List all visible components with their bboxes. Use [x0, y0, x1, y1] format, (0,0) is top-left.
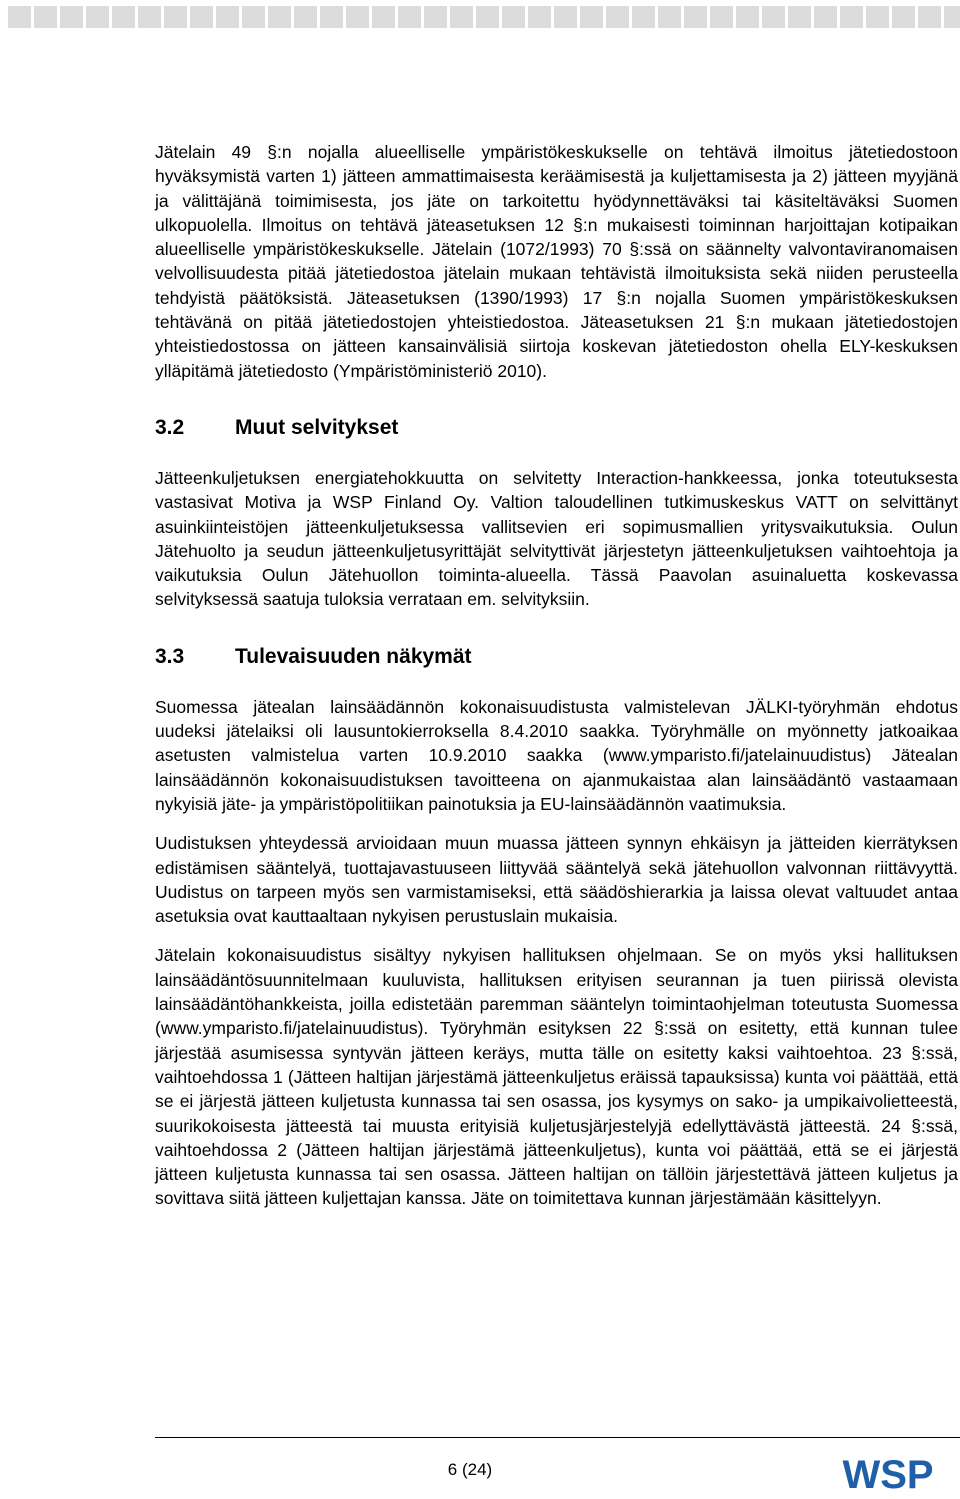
header-square: [164, 6, 187, 28]
header-square: [190, 6, 213, 28]
header-square: [450, 6, 473, 28]
section-heading-3-2: [155, 416, 958, 440]
section-title: Tulevaisuuden näkymät: [235, 644, 472, 668]
page-number: 6 (24): [447, 1460, 493, 1479]
header-square: [580, 6, 603, 28]
section-number: 3.2: [155, 415, 185, 439]
header-square: [736, 6, 759, 28]
header-square: [112, 6, 135, 28]
header-square: [138, 6, 161, 28]
header-decoration: [8, 6, 960, 28]
section-number: 3.3: [155, 644, 185, 668]
header-square: [86, 6, 109, 28]
header-square: [34, 6, 57, 28]
header-square: [554, 6, 577, 28]
header-square: [398, 6, 421, 28]
section-3-3-paragraph: Suomessa jätealan lainsäädännön kokonaisuudistusta valmistelevan JÄLKI-työryhmän ehdotus uudeksi jätelaiksi oli lausuntokierroksella 8.4.2010 saakka. Työryhmälle on myönnetty jatkoaikaa asetusten valmistelua varten 10.9.2010 saakka (www.ymparisto.fi/jatelainuudistus) Jätealan lainsäädännön kokonaisuudistuksen tavoitteena on ajanmukaistaa alan lainsäädäntö vastaamaan nykyisiä jäte- ja ympäristöpolitiikan painotuksia ja EU-lainsäädännön vaatimuksia.: [155, 696, 958, 814]
section-3-2-paragraph: Jätteenkuljetuksen energiatehokkuutta on selvitetty Interaction-hankkeessa, jonka toteutuksesta vastasivat Motiva ja WSP Finland Oy. Valtion taloudellinen tutkimuskeskus VATT on selvittänyt asuinkiinteistöjen jätteenkuljetuksessa vallitsevien eri sopimusmallien yritysvaikutuksia. Oulun Jätehuolto ja seudun jätteenkuljetusyrittäjät selvityttivät järjestetyn jätteenkuljetuksen vaihtoehtoja ja vaikutuksia Oulun Jätehuollon toiminta-alueella. Tässä Paavolan asuinaluetta koskevassa selvityksessä saatuja tuloksia verrataan em. selvityksiin.: [155, 467, 958, 610]
section-3-3-paragraph: Uudistuksen yhteydessä arvioidaan muun muassa jätteen synnyn ehkäisyn ja jätteiden kierrätyksen edistämisen sääntelyä, tuottajavastuuseen liittyvää sääntelyä sekä jätehuollon valvonnan riittävyyttä. Uudistus on tarpeen myös sen varmistamiseksi, että säädöshierarkia ja laissa olevat valtuudet antaa asetuksia ovat kauttaaltaan nykyisen perustuslain mukaisia.: [155, 833, 958, 927]
header-square: [8, 6, 31, 28]
header-square: [424, 6, 447, 28]
footer-divider: [155, 1437, 960, 1438]
header-square: [502, 6, 525, 28]
header-square: [710, 6, 733, 28]
section-3-3-paragraph: Jätelain kokonaisuudistus sisältyy nykyisen hallituksen ohjelmaan. Se on myös yksi hallituksen lainsäädäntösuunnitelmaan kuuluvista, hallituksen erityisen seurannan ja tuen piirissä olevista lainsäädäntöhankkeista, joilla edistetään paremman sääntelyn toimintaohjelman toteutusta Suomessa (www.ymparisto.fi/jatelainuudistus). Työryhmän esityksen 22 §:ssä on esitetty, että kunnan tulee järjestää asumisessa syntyvän jätteen keräys, mutta tälle on esitetty kaksi vaihtoehtoa. 23 §:ssä, vaihtoehdossa 1 (Jätteen haltijan järjestämä jätteenkuljetus eräissä tapauksissa) kunta voi päättää, että se ei järjestä jätteen kuljetusta kunnassa tai sen osassa, jos kysymys on sako- ja umpikaivolietteestä, suurikokoisesta jätteestä tai muusta erityisiä kuljetusjärjestelyjä edellyttävästä jätteestä. 24 §:ssä, vaihtoehdossa 2 (Jätteen haltijan järjestämä jätteenkuljetus), kunta voi päättää, että se ei järjestä jätteen kuljetusta kunnassa tai sen osassa. Jätteen haltijan on tällöin järjestettävä jätteen kuljetus ja sovittava siitä jätteen kuljettajan kanssa. Jäte on toimitettava kunnan järjestämään käsittelyyn.: [155, 945, 958, 1209]
header-square: [944, 6, 960, 28]
header-square: [346, 6, 369, 28]
header-square: [528, 6, 551, 28]
header-square: [788, 6, 811, 28]
header-square: [762, 6, 785, 28]
header-square: [632, 6, 655, 28]
header-square: [684, 6, 707, 28]
section-title: Muut selvitykset: [235, 415, 399, 439]
header-square: [216, 6, 239, 28]
header-square: [320, 6, 343, 28]
header-square: [294, 6, 317, 28]
header-square: [866, 6, 889, 28]
logo-wordmark: WSP: [842, 1453, 934, 1496]
header-square: [606, 6, 629, 28]
header-square: [60, 6, 83, 28]
header-square: [476, 6, 499, 28]
wsp-logo: [818, 1448, 958, 1496]
header-square: [840, 6, 863, 28]
intro-paragraph: Jätelain 49 §:n nojalla alueelliselle ympäristökeskukselle on tehtävä ilmoitus jätetiedostoon hyväksymistä varten 1) jätteen ammattimaisesta keräämisestä ja kuljettamisesta ja 2) jätteen myyjänä ja välittäjänä toimimisesta, jos jäte on tarkoitettu hyödynnettäväksi tai käsiteltäväksi Suomen ulkopuolella. Ilmoitus on tehtävä jäteasetuksen 12 §:n mukaisesti toiminnan harjoittajan kotipaikan alueelliselle ympäristökeskukselle. Jätelain (1072/1993) 70 §:ssä on säännelty valvontaviranomaisen velvollisuudesta pitää jätetiedostoa jätelain mukaan tehtävistä ilmoituksista sekä niiden perusteella tehdyistä päätöksistä. Jäteasetuksen (1390/1993) 17 §:n nojalla Suomen ympäristökeskuksen tehtävänä on pitää jätetiedostojen yhteistiedostoa. Jäteasetuksen 21 §:n mukaan jätetiedostojen yhteistiedostossa on jätteen kansainvälisiä siirtoja koskevan jätetiedoston ohella ELY-keskuksen ylläpitämä jätetiedosto (Ympäristöministeriö 2010).: [155, 142, 958, 381]
section-heading-3-3: [155, 645, 958, 669]
header-square: [372, 6, 395, 28]
header-square: [892, 6, 915, 28]
header-square: [268, 6, 291, 28]
document-body: [155, 140, 958, 1211]
header-square: [242, 6, 265, 28]
header-square: [658, 6, 681, 28]
header-square: [918, 6, 941, 28]
header-square: [814, 6, 837, 28]
